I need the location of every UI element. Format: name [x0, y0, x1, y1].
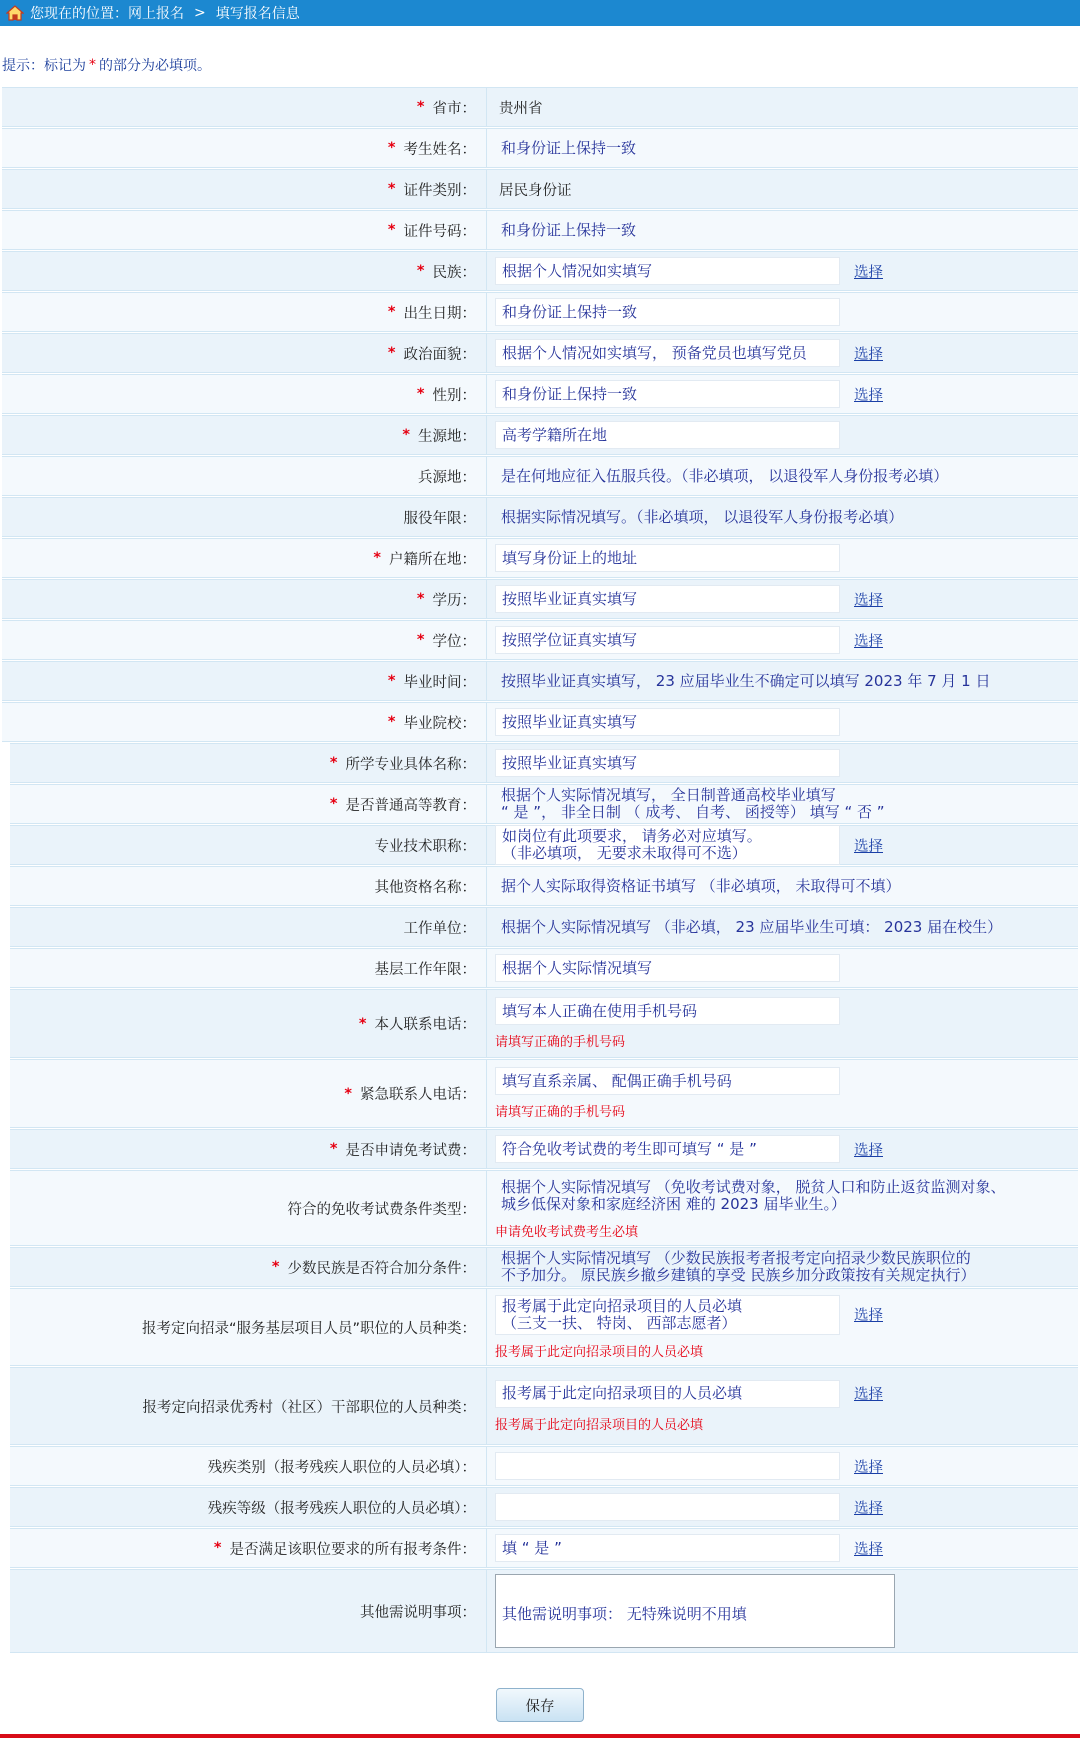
tech-title-line1: 如岗位有此项要求， 请务必对应填写。 [502, 827, 762, 845]
name-input[interactable]: 和身份证上保持一致 [501, 138, 637, 157]
label-military-origin: 兵源地： [418, 469, 476, 486]
row-minority-bonus [10, 1247, 1078, 1287]
row-political [2, 333, 1078, 373]
gender-select-link[interactable]: 选择 [854, 387, 883, 404]
label-employer: 工作单位： [403, 920, 476, 937]
label-emergency-phone: 紧急联系人电话： [360, 1087, 476, 1103]
label-grassroots-years: 基层工作年限： [374, 961, 476, 978]
grassroots-program-input[interactable] [495, 1295, 840, 1335]
label-minority-bonus: 少数民族是否符合加分条件： [287, 1260, 476, 1277]
village-cadre-error: 报考属于此定向招录项目的人员必填 [495, 1417, 704, 1433]
political-select-link[interactable]: 选择 [854, 346, 883, 363]
label-service-years: 服役年限： [403, 510, 476, 527]
grassroots-program-error: 报考属于此定向招录项目的人员必填 [495, 1344, 704, 1360]
row-origin [2, 415, 1078, 455]
label-political: 政治面貌： [403, 346, 476, 363]
required-star: * [387, 222, 396, 238]
save-bar [0, 1688, 1080, 1724]
phone-error: 请填写正确的手机号码 [495, 1035, 626, 1050]
fee-waiver-type-error: 申请免收考试费考生必填 [495, 1224, 639, 1240]
fee-waiver-input[interactable]: 符合免收考试费的考生即可填写 “ 是 ” [495, 1135, 840, 1163]
hint [0, 52, 1080, 78]
row-tech-title [10, 825, 1078, 865]
label-name: 考生姓名： [403, 141, 476, 158]
required-star: * [416, 632, 425, 648]
value-province: 贵州省 [499, 100, 543, 117]
school-input[interactable]: 按照毕业证真实填写 [495, 708, 840, 736]
fee-waiver-type-input[interactable] [495, 1177, 1006, 1215]
label-province: 省市： [432, 100, 476, 117]
label-birthdate: 出生日期： [403, 305, 476, 322]
other-notes-textarea[interactable]: 其他需说明事项： 无特殊说明不用填 [495, 1574, 895, 1648]
breadcrumb-prefix: 您现在的位置： [30, 6, 128, 22]
label-id-type: 证件类别： [403, 182, 476, 199]
row-regular-higher-ed [10, 784, 1078, 824]
label-degree: 学位： [432, 633, 476, 650]
label-ethnicity: 民族： [432, 264, 476, 281]
required-star: * [416, 386, 425, 402]
disability-type-input[interactable] [495, 1452, 840, 1480]
breadcrumb-sep: > [194, 5, 206, 21]
fee-waiver-type-line1: 根据个人实际情况填写 （免收考试费对象， 脱贫人口和防止返贫监测对象、 [501, 1177, 1006, 1196]
emergency-phone-error: 请填写正确的手机号码 [495, 1105, 626, 1120]
required-star: * [387, 181, 396, 197]
household-input[interactable]: 填写身份证上的地址 [495, 544, 840, 572]
label-tech-title: 专业技术职称： [374, 838, 476, 855]
row-disability-level [10, 1487, 1078, 1527]
label-grassroots-program: 报考定向招录“服务基层项目人员”职位的人员种类： [141, 1320, 476, 1337]
required-star: * [358, 1015, 367, 1032]
meets-requirements-select-link[interactable]: 选择 [854, 1541, 883, 1558]
required-star: * [416, 591, 425, 607]
disability-level-select-link[interactable]: 选择 [854, 1500, 883, 1517]
row-household [2, 538, 1078, 578]
military-origin-input[interactable]: 是在何地应征入伍服兵役。（非必填项， 以退役军人身份报考必填） [501, 466, 949, 485]
row-employer [10, 907, 1078, 947]
label-other-qualification: 其他资格名称： [374, 879, 476, 896]
tech-title-input[interactable] [495, 825, 840, 865]
row-education [2, 579, 1078, 619]
row-meets-requirements [10, 1528, 1078, 1568]
degree-select-link[interactable]: 选择 [854, 633, 883, 650]
grassroots-program-line1: 报考属于此定向招录项目的人员必填 [502, 1296, 743, 1315]
origin-input[interactable]: 高考学籍所在地 [495, 421, 840, 449]
bottom-divider [0, 1734, 1080, 1738]
disability-type-select-link[interactable]: 选择 [854, 1459, 883, 1476]
gender-input[interactable]: 和身份证上保持一致 [495, 380, 840, 408]
phone-input[interactable]: 填写本人正确在使用手机号码 [495, 997, 840, 1025]
required-star: * [329, 796, 338, 812]
label-grad-time: 毕业时间： [403, 674, 476, 691]
label-village-cadre: 报考定向招录优秀村（社区）干部职位的人员种类： [142, 1399, 476, 1416]
grassroots-program-select-link[interactable]: 选择 [854, 1308, 883, 1324]
disability-level-input[interactable] [495, 1493, 840, 1521]
required-star: * [416, 99, 425, 115]
regular-higher-ed-input[interactable] [495, 785, 975, 823]
row-village-cadre [10, 1367, 1078, 1445]
required-star: * [329, 755, 338, 771]
id-number-input[interactable]: 和身份证上保持一致 [501, 220, 637, 239]
label-id-number: 证件号码： [403, 223, 476, 240]
row-grassroots-program [10, 1288, 1078, 1366]
grassroots-years-input[interactable]: 根据个人实际情况填写 [495, 954, 840, 982]
hint-before: 提示：标记为 [2, 58, 86, 74]
label-major: 所学专业具体名称： [345, 756, 476, 773]
row-name [2, 128, 1078, 168]
label-origin: 生源地： [418, 428, 476, 445]
required-star: * [416, 263, 425, 279]
employer-input[interactable]: 根据个人实际情况填写 （非必填， 23 应届毕业生可填： 2023 届在校生） [501, 917, 1003, 936]
label-disability-type: 残疾类别（报考残疾人职位的人员必填）： [207, 1459, 476, 1476]
minority-bonus-line2: 不予加分。 原民族乡撤乡建镇的享受 民族乡加分政策按有关规定执行） [501, 1266, 976, 1284]
row-birthdate [2, 292, 1078, 332]
label-regular-higher-ed: 是否普通高等教育： [345, 797, 476, 814]
required-star: * [271, 1259, 280, 1275]
education-select-link[interactable]: 选择 [854, 592, 883, 609]
row-fee-waiver-type [10, 1170, 1078, 1246]
fee-waiver-type-line2: 城乡低保对象和家庭经济困 难的 2023 届毕业生。） [501, 1194, 846, 1213]
value-id-type: 居民身份证 [499, 182, 572, 199]
required-star: * [387, 714, 396, 730]
political-input[interactable]: 根据个人情况如实填写， 预备党员也填写党员 [495, 339, 840, 367]
regular-higher-ed-line2: “ 是 ”， 非全日制 （ 成考、 自考、 函授等） 填写 “ 否 ” [501, 803, 885, 821]
label-school: 毕业院校： [403, 715, 476, 732]
breadcrumb-level2: 填写报名信息 [215, 6, 300, 22]
row-major [10, 743, 1078, 783]
fee-waiver-select-link[interactable]: 选择 [854, 1142, 883, 1159]
row-degree [2, 620, 1078, 660]
breadcrumb [0, 0, 1080, 26]
row-disability-type [10, 1446, 1078, 1486]
required-star: * [387, 140, 396, 156]
row-id-type [2, 169, 1078, 209]
row-province [2, 87, 1078, 127]
row-ethnicity [2, 251, 1078, 291]
label-other-notes: 其他需说明事项： [360, 1604, 476, 1621]
label-gender: 性别： [432, 387, 476, 404]
label-meets-requirements: 是否满足该职位要求的所有报考条件： [229, 1541, 476, 1558]
row-school [2, 702, 1078, 742]
grad-time-input[interactable]: 按照毕业证真实填写， 23 应届毕业生不确定可以填写 2023 年 7 月 1 日 [501, 671, 991, 690]
label-fee-waiver: 是否申请免考试费： [345, 1142, 476, 1159]
minority-bonus-line1: 根据个人实际情况填写 （少数民族报考者报考定向招录少数民族职位的 [501, 1249, 971, 1267]
row-other-qualification [10, 866, 1078, 906]
village-cadre-select-link[interactable]: 选择 [854, 1387, 883, 1403]
required-star: * [373, 550, 381, 566]
grassroots-program-line2: （三支一扶、 特岗、 西部志愿者） [502, 1313, 737, 1332]
degree-input[interactable]: 按照学位证真实填写 [495, 626, 840, 654]
row-grad-time [2, 661, 1078, 701]
label-phone: 本人联系电话： [374, 1017, 476, 1033]
row-grassroots-years [10, 948, 1078, 988]
ethnicity-select-link[interactable]: 选择 [854, 264, 883, 281]
tech-title-select-link[interactable]: 选择 [854, 838, 883, 855]
other-qualification-input[interactable]: 据个人实际取得资格证书填写 （非必填项， 未取得可不填） [501, 876, 901, 895]
row-id-number [2, 210, 1078, 250]
required-star: * [344, 1085, 352, 1102]
minority-bonus-input[interactable] [495, 1248, 975, 1286]
required-star: * [387, 345, 396, 361]
save-button[interactable]: 保存 [496, 1688, 584, 1722]
row-military-origin [2, 456, 1078, 496]
hint-after: 的部分为必填项。 [99, 58, 211, 74]
label-household: 户籍所在地： [389, 551, 476, 568]
row-gender [2, 374, 1078, 414]
label-education: 学历： [432, 592, 476, 609]
ethnicity-input[interactable]: 根据个人情况如实填写 [495, 257, 840, 285]
label-disability-level: 残疾等级（报考残疾人职位的人员必填）： [207, 1500, 476, 1517]
required-star: * [213, 1540, 222, 1556]
village-cadre-input[interactable]: 报考属于此定向招录项目的人员必填 [495, 1380, 840, 1408]
home-icon [6, 5, 24, 21]
row-fee-waiver [10, 1129, 1078, 1169]
row-phone [10, 989, 1078, 1058]
tech-title-line2: （非必填项， 无要求未取得可不选） [502, 844, 747, 862]
label-fee-waiver-type: 符合的免收考试费条件类型： [287, 1201, 476, 1218]
emergency-phone-input[interactable]: 填写直系亲属、 配偶正确手机号码 [495, 1067, 840, 1095]
birthdate-input[interactable]: 和身份证上保持一致 [495, 298, 840, 326]
row-service-years [2, 497, 1078, 537]
row-emergency-phone [10, 1059, 1078, 1128]
hint-star: * [89, 57, 96, 73]
required-star: * [402, 427, 410, 443]
major-input[interactable]: 按照毕业证真实填写 [495, 749, 840, 777]
breadcrumb-level1[interactable]: 网上报名 [128, 6, 184, 22]
service-years-input[interactable]: 根据实际情况填写。（非必填项， 以退役军人身份报考必填） [501, 507, 904, 526]
regular-higher-ed-line1: 根据个人实际情况填写， 全日制普通高校毕业填写 [501, 786, 836, 804]
row-other-notes [10, 1569, 1078, 1653]
meets-requirements-input[interactable]: 填 “ 是 ” [495, 1534, 840, 1562]
required-star: * [329, 1141, 338, 1157]
required-star: * [387, 673, 396, 689]
required-star: * [387, 304, 396, 320]
education-input[interactable]: 按照毕业证真实填写 [495, 585, 840, 613]
